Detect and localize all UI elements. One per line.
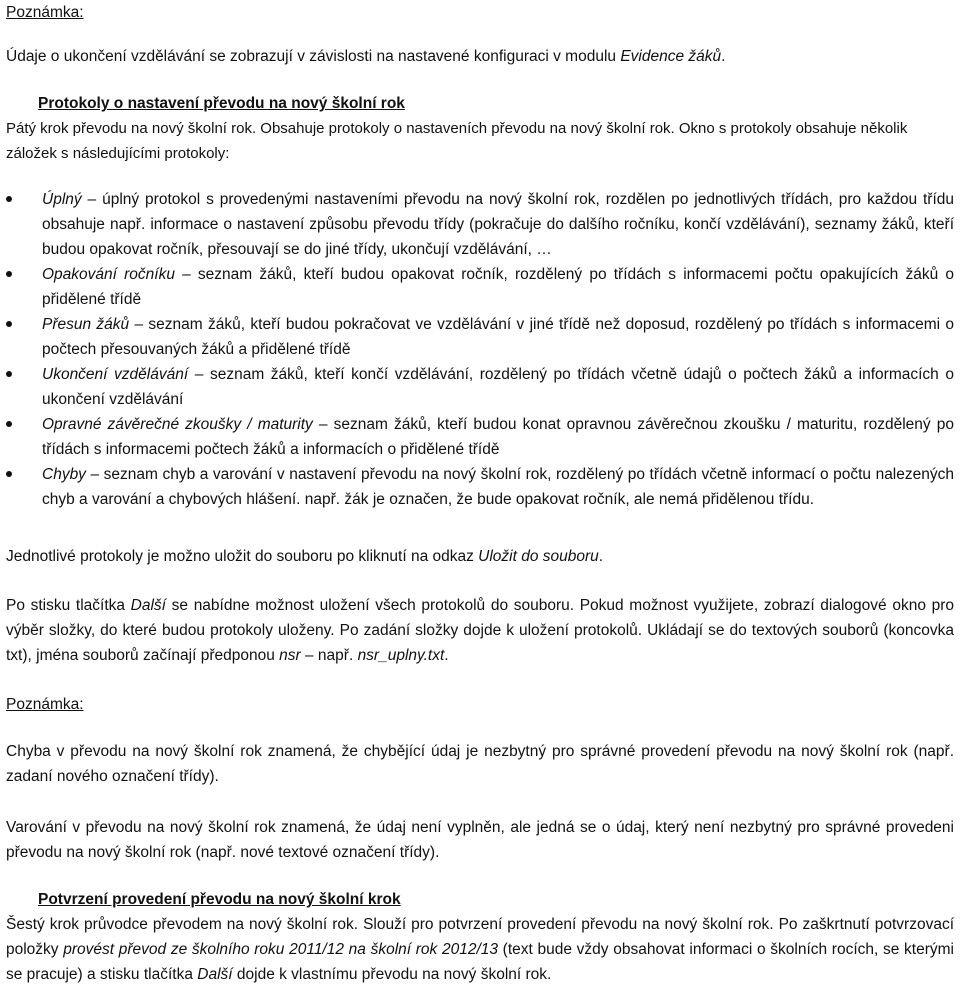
- section-confirm: [6, 887, 954, 987]
- file-prefix: nsr: [279, 647, 301, 664]
- note-module-name: Evidence žáků: [620, 48, 722, 65]
- protocol-name: Ukončení vzdělávání: [42, 366, 189, 383]
- note-label-2: [6, 692, 954, 717]
- save-link-name: Uložit do souboru: [478, 548, 599, 565]
- protocol-list: [6, 187, 954, 512]
- list-item: [6, 462, 954, 512]
- list-item: [6, 412, 954, 462]
- note-text-end: .: [721, 48, 726, 65]
- list-item: [6, 312, 954, 362]
- error-text: Chyba v převodu na nový školní rok znamená, že chybějící údaj je nezbytný pro správné provedení převodu na nový školní rok (např. zadaní nového označení třídy).: [6, 743, 954, 785]
- next-text-end: .: [444, 647, 449, 664]
- save-paragraph: [6, 544, 954, 569]
- bullet-icon: [6, 371, 12, 377]
- note-text: Údaje o ukončení vzdělávání se zobrazují v závislosti na nastavené konfiguraci v modulu: [6, 48, 621, 65]
- protocol-description: – seznam chyb a varování v nastavení převodu na nový školní rok, rozdělený po třídách včetně informací o počtu nalezených chyb a varování a chybových hlášení. např. žák je označen, že bude opakovat ročník, ale nemá přidělenou třídu.: [42, 466, 954, 508]
- protocol-description: – seznam žáků, kteří budou konat opravnou závěrečnou zkoušku / maturitu, rozdělený po třídách s informacemi počtech žáků a informacích o přidělené třídě: [42, 416, 954, 458]
- protocol-name: Opravné závěrečné zkoušky / maturity: [42, 416, 313, 433]
- protocol-name: Opakování ročníku: [42, 266, 175, 283]
- confirm-text: Šestý krok průvodce převodem na nový školní rok. Slouží pro potvrzení provedení převodu na nový školní rok. Po zaškrtnutí potvrzovací položky: [6, 916, 954, 958]
- warning-text: Varování v převodu na nový školní rok znamená, že údaj není vyplněn, ale jedná se o údaj, který není nezbytný pro správné provedeni převodu na nový školní rok (např. nové textové označení třídy).: [6, 819, 954, 861]
- save-text-end: .: [598, 548, 604, 565]
- next-button-name: Další: [130, 597, 166, 614]
- protocol-description: – úplný protokol s provedenými nastaveními převodu na nový školní rok, rozdělen po jednotlivých třídách, pro každou třídu obsahuje např. informace o nastavení způsobu převodu třídy (pokračuje do dalšího ročníku, končí vzdělávání), seznamy žáků, kteří budou opakovat ročník, přesouvají se do jiné třídy, ukončují vzdělávání, …: [42, 191, 954, 258]
- note-label: [6, 0, 954, 25]
- bullet-icon: [6, 271, 12, 277]
- note-label-text: Poznámka:: [6, 696, 84, 713]
- protocol-name: Přesun žáků: [42, 316, 130, 333]
- save-text: Jednotlivé protokoly je možno uložit do souboru po kliknutí na odkaz: [6, 548, 479, 565]
- bullet-icon: [6, 421, 12, 427]
- protocol-description: – seznam žáků, kteří budou opakovat ročník, rozdělený po třídách s informacemi počtu opakujících žáků o přidělené třídě: [42, 266, 954, 308]
- note-paragraph: [6, 44, 954, 69]
- protocol-description: – seznam žáků, kteří končí vzdělávání, rozdělený po třídách včetně údajů o počtech žáků a informacích o ukončení vzdělávání: [42, 366, 954, 408]
- confirm-text: (text bude vždy obsahovat informaci o školních rocích, se kterými se pracuje) a stisku tlačítka: [6, 941, 954, 983]
- section-heading-protocols: Protokoly o nastavení převodu na nový školní rok: [38, 95, 405, 112]
- list-item: [6, 262, 954, 312]
- list-item: [6, 362, 954, 412]
- section-protocols: [6, 91, 954, 166]
- protocol-name: Chyby: [42, 466, 86, 483]
- protocol-description: – seznam žáků, kteří budou pokračovat ve vzdělávání v jiné třídě než doposud, rozdělený po třídách s informacemi o počtech přesouvaných žáků a přidělené třídě: [42, 316, 954, 358]
- next-paragraph: [6, 593, 954, 668]
- next-button-name: Další: [197, 966, 233, 983]
- next-text: se nabídne možnost uložení všech protokolů do souboru. Pokud možnost využijete, zobrazí dialogové okno pro výběr složky, do které budou protokoly uloženy. Po zadání složky dojde k uložení protokolů. Ukládají se do textových souborů (koncovka txt), jména souborů začínají předponou: [6, 597, 954, 664]
- protocol-name: Úplný: [42, 191, 82, 208]
- error-paragraph: [6, 739, 954, 789]
- next-text: Po stisku tlačítka: [6, 597, 131, 614]
- bullet-icon: [6, 196, 12, 202]
- confirm-checkbox-label: provést převod ze školního roku 2011/12 na školní rok 2012/13: [63, 941, 498, 958]
- note-label-text: Poznámka:: [6, 4, 84, 21]
- file-example: nsr_uplny.txt: [357, 647, 445, 664]
- next-text: – např.: [300, 647, 358, 664]
- section-heading-confirm: Potvrzení provedení převodu na nový školní krok: [38, 891, 401, 908]
- list-item: [6, 187, 954, 262]
- bullet-icon: [6, 471, 12, 477]
- warning-paragraph: [6, 815, 954, 865]
- confirm-text-end: dojde k vlastnímu převodu na nový školní rok.: [232, 966, 552, 983]
- bullet-icon: [6, 321, 12, 327]
- section-intro: Pátý krok převodu na nový školní rok. Obsahuje protokoly o nastaveních převodu na nový školní rok. Okno s protokoly obsahuje několik záložek s následujícími protokoly:: [6, 120, 908, 162]
